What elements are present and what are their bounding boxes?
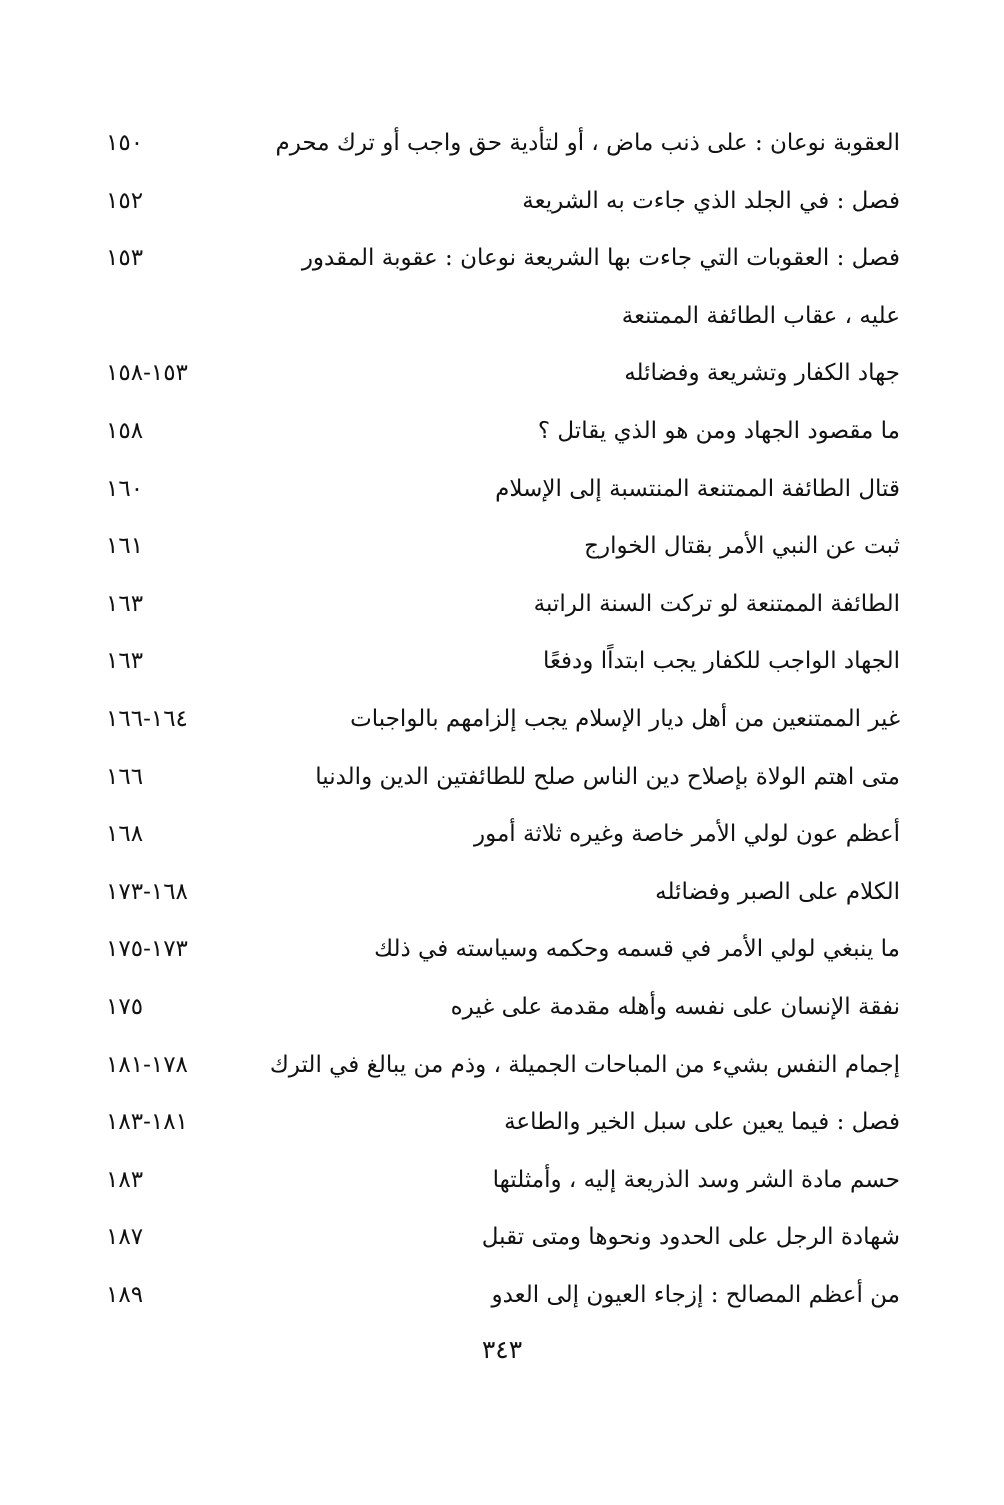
- toc-entry: [100, 115, 900, 173]
- toc-entry-title: متى اهتم الولاة بإصلاح دين الناس صلح للطائفتين الدين والدنيا: [315, 763, 900, 790]
- toc-entry-title: غير الممتنعين من أهل ديار الإسلام يجب إلزامهم بالواجبات: [350, 705, 900, 732]
- toc-entry-page: ١٨٩: [106, 1281, 144, 1308]
- toc-entry: [100, 461, 900, 519]
- toc-entry-page: ١٦٨-١٧٣: [106, 878, 188, 905]
- toc-entry-page: ١٥٣-١٥٨: [106, 360, 188, 387]
- toc-entry-title: الكلام على الصبر وفضائله: [655, 878, 900, 905]
- page-number: ٣٤٣: [481, 1335, 523, 1364]
- toc-entry: [100, 979, 900, 1037]
- toc-entry-page: ١٦٣: [106, 648, 144, 675]
- toc-entry-title: من أعظم المصالح : إزجاء العيون إلى العدو: [491, 1281, 900, 1308]
- toc-entry-title: ما ينبغي لولي الأمر في قسمه وحكمه وسياسته في ذلك: [374, 936, 900, 963]
- toc-entry-page: ١٦٦: [106, 763, 144, 790]
- toc-entry: [100, 173, 900, 231]
- toc-entry: [100, 1209, 900, 1267]
- toc-entry: [100, 749, 900, 807]
- toc-entry-page: ١٥٨: [106, 417, 144, 444]
- toc-entry-title: جهاد الكفار وتشريعة وفضائله: [624, 360, 900, 387]
- toc-entry-page: ١٥٠: [106, 130, 144, 156]
- toc-entry-page: ١٥٢: [106, 187, 144, 214]
- toc-entry-page: ١٧٨-١٨١: [106, 1051, 188, 1078]
- toc-entry-title: فصل : العقوبات التي جاءت بها الشريعة نوعان : عقوبة المقدور: [301, 245, 900, 272]
- toc-entry-page: ١٦٣: [106, 590, 144, 617]
- toc-entry-page: ١٦٠: [106, 475, 144, 502]
- toc-entry: [100, 403, 900, 461]
- toc-entry-title: نفقة الإنسان على نفسه وأهله مقدمة على غيره: [450, 993, 900, 1020]
- toc-entry: [100, 691, 900, 749]
- toc-entry: [100, 345, 900, 403]
- toc-entry: [100, 288, 900, 346]
- toc-entry-page: ١٦٨: [106, 821, 144, 848]
- toc-entry-title: أعظم عون لولي الأمر خاصة وغيره ثلاثة أمور: [473, 821, 900, 848]
- toc-entry: [100, 230, 900, 288]
- toc-entry-title: فصل : فيما يعين على سبل الخير والطاعة: [504, 1109, 900, 1136]
- toc-entry-page: ١٧٥: [106, 993, 144, 1020]
- toc-entry: [100, 576, 900, 634]
- toc-entry-title: العقوبة نوعان : على ذنب ماض ، أو لتأدية حق واجب أو ترك محرم: [275, 130, 900, 156]
- toc-entry-page: ١٨١-١٨٣: [106, 1109, 188, 1136]
- toc-entry-title: قتال الطائفة الممتنعة المنتسبة إلى الإسلام: [495, 475, 900, 502]
- toc-entry-title: شهادة الرجل على الحدود ونحوها ومتى تقبل: [481, 1224, 900, 1251]
- toc-entry: [100, 518, 900, 576]
- toc-entry: [100, 1037, 900, 1095]
- toc-entry-title: ما مقصود الجهاد ومن هو الذي يقاتل ؟: [537, 417, 900, 444]
- toc-entry-title: إجمام النفس بشيء من المباحات الجميلة ، وذم من يبالغ في الترك: [269, 1051, 900, 1078]
- toc-entry-page: ١٨٧: [106, 1224, 144, 1251]
- toc-entry-title: حسم مادة الشر وسد الذريعة إليه ، وأمثلتها: [492, 1166, 900, 1193]
- toc-entry-page: ١٧٣-١٧٥: [106, 936, 188, 963]
- toc-entry-page: ١٦٤-١٦٦: [106, 705, 188, 732]
- toc-entry-title: عليه ، عقاب الطائفة الممتنعة: [621, 302, 900, 329]
- table-of-contents: [100, 115, 900, 1324]
- toc-entry-page: ١٦١: [106, 533, 144, 560]
- toc-entry-title: الطائفة الممتنعة لو تركت السنة الراتبة: [533, 590, 900, 617]
- toc-entry-title: ثبت عن النبي الأمر بقتال الخوارج: [584, 533, 900, 560]
- toc-entry: [100, 1152, 900, 1210]
- toc-entry: [100, 921, 900, 979]
- toc-entry: [100, 806, 900, 864]
- toc-entry: [100, 633, 900, 691]
- toc-entry-page: ١٨٣: [106, 1166, 144, 1193]
- toc-entry-title: فصل : في الجلد الذي جاءت به الشريعة: [522, 187, 900, 214]
- toc-entry: [100, 1267, 900, 1325]
- toc-entry-title: الجهاد الواجب للكفار يجب ابتداًا ودفعًا: [542, 648, 900, 675]
- toc-entry-page: ١٥٣: [106, 245, 144, 272]
- toc-entry: [100, 1094, 900, 1152]
- toc-entry: [100, 864, 900, 922]
